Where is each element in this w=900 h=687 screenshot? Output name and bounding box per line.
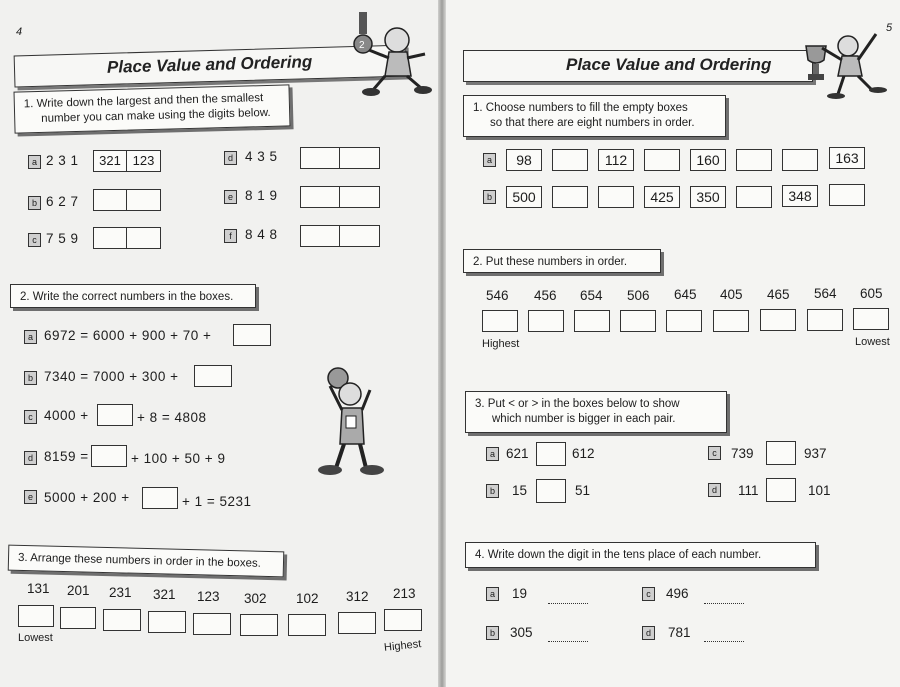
q1b-smallest-box[interactable] (127, 189, 161, 211)
q1e-largest-box[interactable] (300, 186, 340, 208)
q2-box-2[interactable] (528, 310, 564, 332)
left-page (0, 0, 438, 687)
q3-highest-label: Highest (383, 638, 422, 654)
title-banner (463, 50, 813, 82)
q1a-box-8[interactable]: 163 (829, 147, 865, 169)
q3-number-8: 312 (346, 589, 369, 604)
q1b-box-1[interactable]: 500 (506, 186, 542, 208)
q1c-digits: 7 5 9 (46, 231, 79, 246)
q2-number-3: 654 (580, 288, 603, 303)
q3-number-5: 123 (197, 589, 220, 604)
q2-box-4[interactable] (620, 310, 656, 332)
q3-number-2: 201 (67, 583, 90, 598)
q1a-box-1[interactable]: 98 (506, 149, 542, 171)
q2-number-7: 465 (767, 287, 790, 302)
q3b-left-number: 15 (512, 483, 528, 498)
q3a-compare-box[interactable] (536, 442, 566, 466)
q4c-number: 496 (666, 586, 689, 601)
q2e-label: e (24, 490, 37, 504)
q2a-label: a (24, 330, 37, 344)
q1b-label: b (28, 196, 41, 210)
q1f-largest-box[interactable] (300, 225, 340, 247)
q2c-label: c (24, 410, 37, 424)
q1a-answer-boxes (93, 150, 161, 172)
q2-box-8[interactable] (807, 309, 843, 331)
q4a-answer-line[interactable] (548, 602, 588, 604)
q1b-box-6[interactable] (736, 186, 772, 208)
page-title: Place Value and Ordering (106, 52, 313, 77)
page-number: 5 (886, 22, 893, 34)
q1b-label: b (483, 190, 496, 204)
q2-number-5: 645 (674, 287, 697, 302)
q2d-answer-box[interactable] (91, 445, 127, 467)
q2-box-1[interactable] (482, 310, 518, 332)
q1e-answer-boxes (300, 186, 380, 208)
q1a-box-3[interactable]: 112 (598, 149, 634, 171)
q1b-answer-boxes (93, 189, 161, 211)
q3a-label: a (486, 447, 499, 461)
q1c-smallest-box[interactable] (127, 227, 161, 249)
q4b-number: 305 (510, 625, 533, 640)
q2c-post: + 8 = 4808 (137, 410, 207, 425)
q3-box-1[interactable] (18, 605, 54, 627)
q4a-label: a (486, 587, 499, 601)
q2e-post: + 1 = 5231 (182, 494, 252, 509)
q4a-number: 19 (512, 586, 528, 601)
q2-number-4: 506 (627, 288, 650, 303)
q3-box-8[interactable] (338, 612, 376, 634)
q2e-answer-box[interactable] (142, 487, 178, 509)
q1c-answer-boxes (93, 227, 161, 249)
q2d-post: + 100 + 50 + 9 (131, 451, 226, 466)
q1f-label: f (224, 229, 237, 243)
q3d-right-number: 101 (808, 483, 831, 498)
q2-box-3[interactable] (574, 310, 610, 332)
q3-instruction-line1: 3. Put < or > in the boxes below to show (475, 398, 680, 410)
q1e-smallest-box[interactable] (340, 186, 380, 208)
q1a-smallest-box[interactable]: 123 (127, 150, 161, 172)
q1b-box-8[interactable] (829, 184, 865, 206)
q1a-largest-box[interactable]: 321 (93, 150, 127, 172)
q3-box-7[interactable] (288, 614, 326, 636)
q1-instruction-line2: number you can make using the digits below. (41, 106, 271, 125)
q3-box-4[interactable] (148, 611, 186, 633)
q1b-largest-box[interactable] (93, 189, 127, 211)
q2e-pre: 5000 + 200 + (44, 490, 130, 505)
q3d-compare-box[interactable] (766, 478, 796, 502)
q3c-left-number: 739 (731, 446, 754, 461)
q2d-pre: 8159 = (44, 449, 89, 464)
q3d-label: d (708, 483, 721, 497)
medal-runner-illustration (345, 10, 435, 100)
q1f-answer-boxes (300, 225, 380, 247)
q3-number-3: 231 (109, 585, 132, 600)
page-title: Place Value and Ordering (566, 55, 772, 74)
book-spine (438, 0, 446, 687)
q2a-equation: 6972 = 6000 + 900 + 70 + (44, 328, 212, 343)
q3-box-5[interactable] (193, 613, 231, 635)
q1d-label: d (224, 151, 237, 165)
q3-number-9: 213 (393, 586, 416, 601)
q2c-pre: 4000 + (44, 408, 89, 423)
q1-instruction-line2: so that there are eight numbers in order. (490, 117, 695, 129)
q3c-right-number: 937 (804, 446, 827, 461)
q3-number-7: 102 (296, 591, 319, 606)
q1b-box-7[interactable]: 348 (782, 185, 818, 207)
q3-instruction-line2: which number is bigger in each pair. (492, 413, 676, 425)
q2b-answer-box[interactable] (194, 365, 232, 387)
q1d-smallest-box[interactable] (340, 147, 380, 169)
q2-number-2: 456 (534, 288, 557, 303)
q1c-largest-box[interactable] (93, 227, 127, 249)
q4c-label: c (642, 587, 655, 601)
q2-box-7[interactable] (760, 309, 796, 331)
q3-number-6: 302 (244, 591, 267, 606)
q1e-digits: 8 1 9 (245, 188, 278, 203)
q2c-answer-box[interactable] (97, 404, 133, 426)
q2b-label: b (24, 371, 37, 385)
q4b-answer-line[interactable] (548, 640, 588, 642)
q2-number-8: 564 (814, 286, 837, 301)
q1a-box-6[interactable] (736, 149, 772, 171)
q3-number-4: 321 (153, 587, 176, 602)
q3b-label: b (486, 484, 499, 498)
q2-instruction: 2. Write the correct numbers in the boxes. (10, 284, 256, 308)
q1a-label: a (28, 155, 41, 169)
q1a-label: a (483, 153, 496, 167)
q3-box-6[interactable] (240, 614, 278, 636)
q4b-label: b (486, 626, 499, 640)
q2b-equation: 7340 = 7000 + 300 + (44, 369, 179, 384)
q2-number-6: 405 (720, 287, 743, 302)
q4d-label: d (642, 626, 655, 640)
svg-text:2: 2 (359, 40, 365, 51)
q3a-right-number: 612 (572, 446, 595, 461)
q2-box-5[interactable] (666, 310, 702, 332)
q1-instruction-line1: 1. Choose numbers to fill the empty boxes (473, 102, 688, 114)
q1b-box-4[interactable]: 425 (644, 186, 680, 208)
q3c-compare-box[interactable] (766, 441, 796, 465)
q3b-right-number: 51 (575, 483, 591, 498)
q2a-answer-box[interactable] (233, 324, 271, 346)
q3c-label: c (708, 446, 721, 460)
q1d-digits: 4 3 5 (245, 149, 278, 164)
q2-box-9[interactable] (853, 308, 889, 330)
q1b-box-3[interactable] (598, 186, 634, 208)
q1-instruction (13, 84, 290, 133)
q2d-label: d (24, 451, 37, 465)
q3d-left-number: 111 (738, 483, 759, 498)
q2-instruction: 2. Put these numbers in order. (463, 249, 661, 273)
q1a-digits: 2 3 1 (46, 153, 79, 168)
q3b-compare-box[interactable] (536, 479, 566, 503)
q1-instruction (463, 95, 726, 137)
q3-box-3[interactable] (103, 609, 141, 631)
q3-instruction (465, 391, 727, 433)
q1b-box-5[interactable]: 350 (690, 186, 726, 208)
q4d-number: 781 (668, 625, 691, 640)
q4c-answer-line[interactable] (704, 602, 744, 604)
q1d-answer-boxes (300, 147, 380, 169)
q3a-left-number: 621 (506, 446, 529, 461)
q2-box-6[interactable] (713, 310, 749, 332)
q1e-label: e (224, 190, 237, 204)
q3-box-2[interactable] (60, 607, 96, 629)
q2-number-9: 605 (860, 286, 883, 301)
trophy-runner-illustration (802, 20, 892, 100)
q1a-box-7[interactable] (782, 149, 818, 171)
q1a-box-2[interactable] (552, 149, 588, 171)
q1f-smallest-box[interactable] (340, 225, 380, 247)
q3-lowest-label: Lowest (18, 632, 53, 644)
q4-instruction: 4. Write down the digit in the tens place of each number. (465, 542, 816, 568)
q2-number-1: 546 (486, 288, 509, 303)
q1-instruction-line1: 1. Write down the largest and then the smallest (23, 92, 264, 111)
q2-lowest-label: Lowest (855, 336, 890, 348)
cartoon-mascot-illustration (310, 360, 390, 480)
q1b-digits: 6 2 7 (46, 194, 79, 209)
right-page (446, 0, 900, 687)
q1a-box-4[interactable] (644, 149, 680, 171)
q3-number-1: 131 (27, 581, 50, 596)
q1d-largest-box[interactable] (300, 147, 340, 169)
q2-highest-label: Highest (482, 338, 520, 350)
page-number: 4 (16, 26, 23, 38)
q3-box-9[interactable] (384, 609, 422, 631)
q4d-answer-line[interactable] (704, 640, 744, 642)
q3-instruction: 3. Arrange these numbers in order in the boxes. (8, 545, 285, 578)
q1f-digits: 8 4 8 (245, 227, 278, 242)
q1b-box-2[interactable] (552, 186, 588, 208)
q1c-label: c (28, 233, 41, 247)
q1a-box-5[interactable]: 160 (690, 149, 726, 171)
